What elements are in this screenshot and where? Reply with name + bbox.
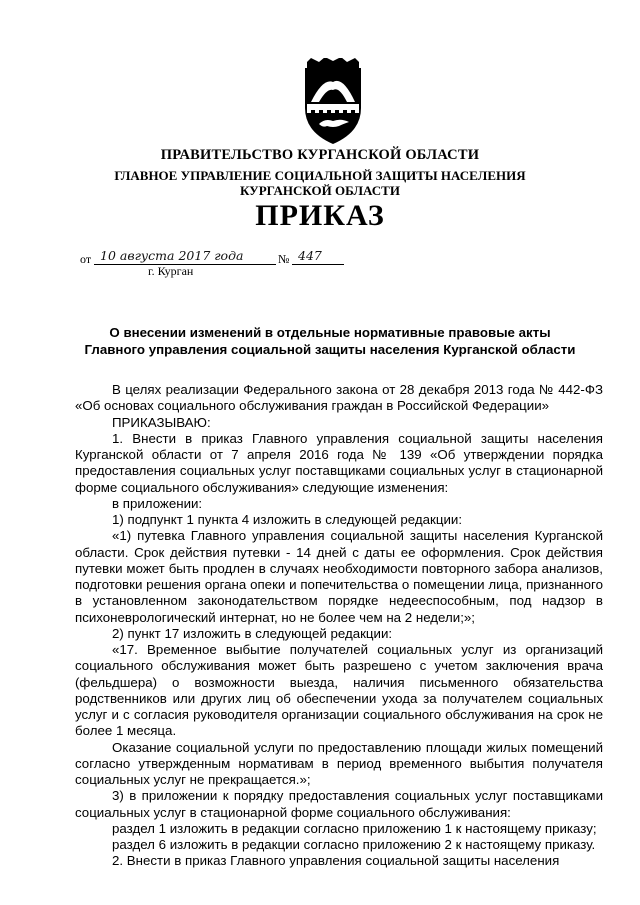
document-title-line1: О внесении изменений в отдельные нормативные правовые акты xyxy=(109,325,551,340)
kurgan-coat-of-arms-icon xyxy=(293,58,373,148)
handwritten-date: 10 августа 2017 года xyxy=(94,248,276,265)
paragraph-in-appendix: в приложении: xyxy=(112,495,203,511)
document-title xyxy=(60,324,600,358)
paragraph-subitem-2-text: «17. Временное выбытие получателей социальных услуг из организаций социального обслуживания может быть разрешено с учетом заключения врача (фельдшера) о возможности выезда, наличия письменного обязательства родственников или других лиц об обеспечении ухода за получателем социальных услуг и с согласия руководителя организации социального обслуживания на срок не более 1 месяца. xyxy=(75,642,603,739)
document-body xyxy=(75,382,603,870)
document-type: ПРИКАЗ xyxy=(255,199,385,232)
paragraph-subitem-1: 1) подпункт 1 пункта 4 изложить в следующей редакции: xyxy=(112,512,463,527)
department-name-line2: КУРГАНСКОЙ ОБЛАСТИ xyxy=(240,183,400,198)
date-prefix: от xyxy=(80,252,92,266)
paragraph-item-1: 1. Внести в приказ Главного управления социальной защиты населения Курганской области от 7 апреля 2016 года № 139 «Об утверждении порядка предоставления социальных услуг поставщиками социальных услуг в стационарной форме социального обслуживания» следующие изменения: xyxy=(75,430,603,495)
handwritten-number: 447 xyxy=(292,248,344,265)
paragraph-item-2: 2. Внести в приказ Главного управления социальной защиты населения xyxy=(112,853,560,869)
paragraph-section-6: раздел 6 изложить в редакции согласно приложению 2 к настоящему приказу. xyxy=(112,837,596,852)
paragraph-subitem-1-text: «1) путевка Главного управления социальной защиты населения Курганской области. Срок действия путевки - 14 дней с даты ее оформления. Срок действия путевки может быть продлен в случаях необходимости повторного забора анализов, подготовки решения органа опеки и попечительства о помещении лица, признанного в установленном законодательством порядке недееспособным, под надзор в психоневрологический интернат, но не более чем на 2 недели;»; xyxy=(75,528,603,625)
department-name-line1: ГЛАВНОЕ УПРАВЛЕНИЕ СОЦИАЛЬНОЙ ЗАЩИТЫ НАСЕЛЕНИЯ xyxy=(114,168,526,183)
paragraph-order: ПРИКАЗЫВАЮ: xyxy=(112,414,211,430)
paragraph-subitem-3: 3) в приложении к порядку предоставления социальных услуг поставщиками социальных услуг в стационарной форме социального обслуживания: xyxy=(75,788,603,820)
document-title-line2: Главного управления социальной защиты населения Курганской области xyxy=(84,342,576,357)
paragraph-preamble: В целях реализации Федерального закона от 28 декабря 2013 года № 442-ФЗ «Об основах социального обслуживания граждан в Российской Федерации» xyxy=(75,382,603,414)
number-prefix: № xyxy=(278,252,290,266)
department-name xyxy=(0,168,640,198)
paragraph-section-1: раздел 1 изложить в редакции согласно приложению 1 к настоящему приказу; xyxy=(112,820,597,836)
government-name: ПРАВИТЕЛЬСТВО КУРГАНСКОЙ ОБЛАСТИ xyxy=(160,147,480,163)
paragraph-subitem-2: 2) пункт 17 изложить в следующей редакции: xyxy=(112,625,393,641)
city: г. Курган xyxy=(148,264,194,278)
paragraph-subitem-2-text-cont: Оказание социальной услуги по предоставлению площади жилых помещений согласно утвержденным нормативам в период временного выбытия получателя социальных услуг не прекращается.»; xyxy=(75,739,603,787)
